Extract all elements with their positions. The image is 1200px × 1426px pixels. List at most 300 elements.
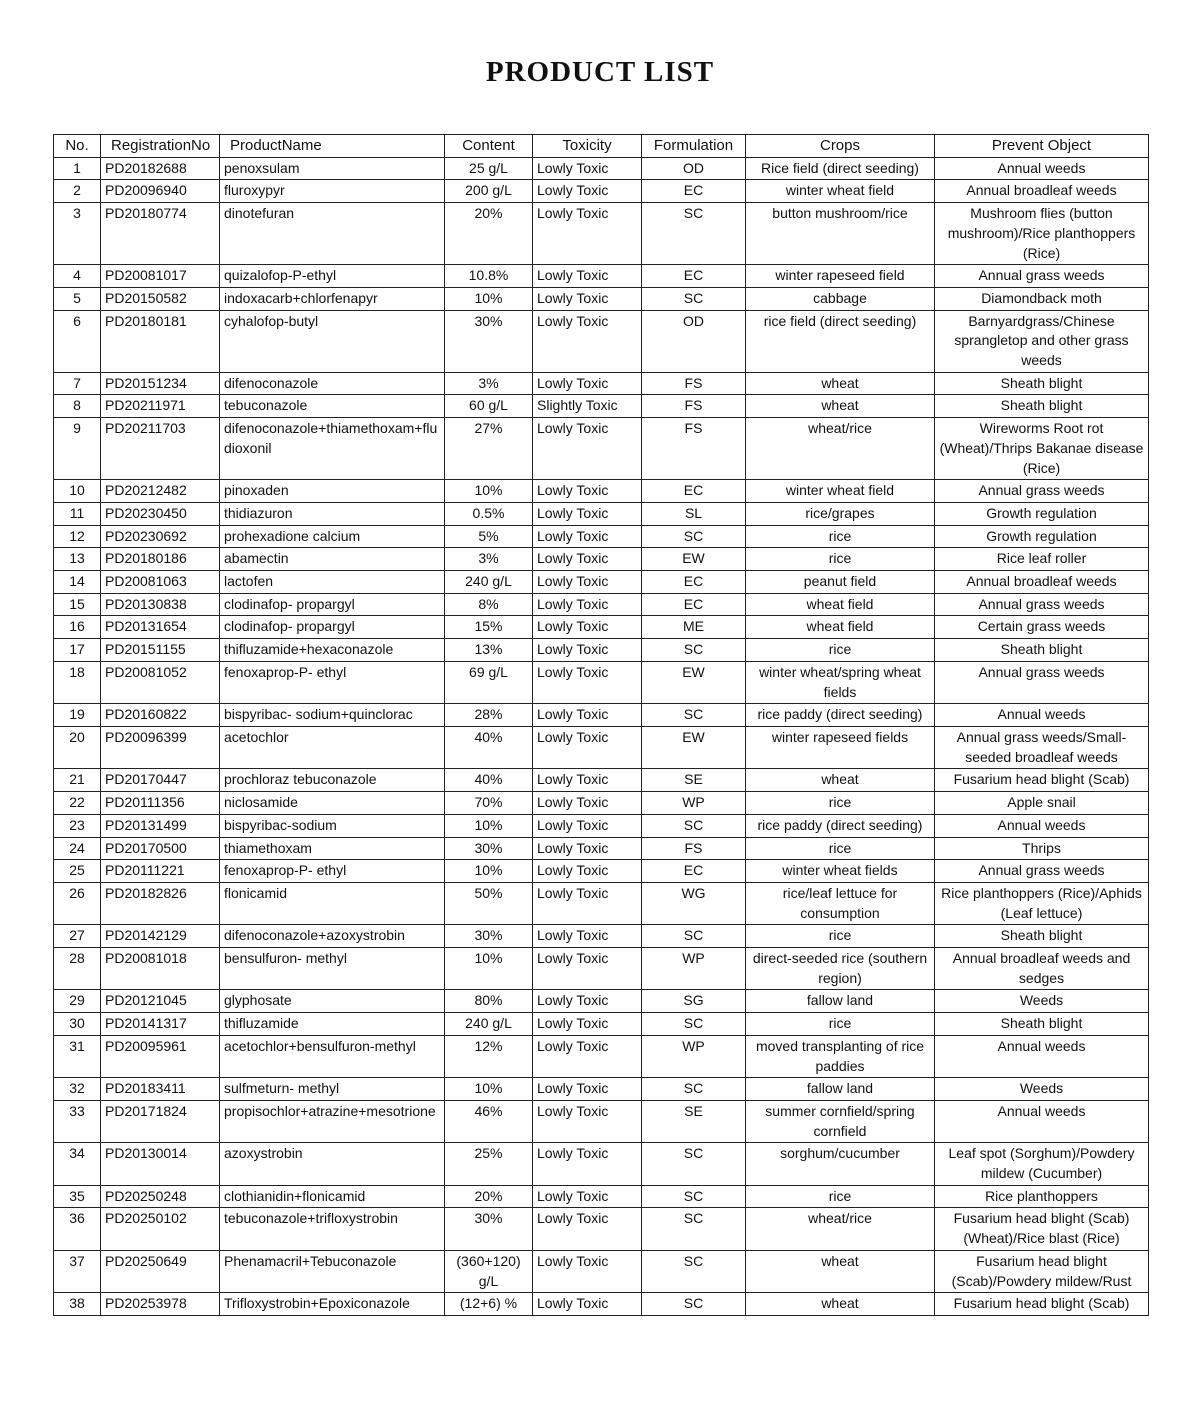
cell-formulation: EW <box>642 661 746 703</box>
cell-prevent-object: Apple snail <box>935 792 1149 815</box>
cell-product-name: thidiazuron <box>220 502 445 525</box>
cell-no: 19 <box>54 704 101 727</box>
cell-prevent-object: Sheath blight <box>935 372 1149 395</box>
cell-toxicity: Lowly Toxic <box>533 571 642 594</box>
page-title: PRODUCT LIST <box>485 56 715 88</box>
table-row <box>54 925 1149 948</box>
table-row <box>54 661 1149 703</box>
cell-content: 69 g/L <box>445 661 533 703</box>
cell-product-name: propisochlor+atrazine+mesotrione <box>220 1100 445 1142</box>
cell-formulation: WP <box>642 1035 746 1077</box>
cell-crops: winter wheat field <box>746 480 935 503</box>
cell-formulation: EW <box>642 726 746 768</box>
table-row <box>54 502 1149 525</box>
cell-registration-no: PD20081018 <box>101 948 220 990</box>
table-row <box>54 1143 1149 1185</box>
cell-product-name: lactofen <box>220 571 445 594</box>
cell-toxicity: Lowly Toxic <box>533 948 642 990</box>
cell-formulation: SE <box>642 1100 746 1142</box>
table-row <box>54 180 1149 203</box>
cell-prevent-object: Annual grass weeds <box>935 860 1149 883</box>
cell-no: 20 <box>54 726 101 768</box>
cell-formulation: EC <box>642 265 746 288</box>
cell-content: 10.8% <box>445 265 533 288</box>
cell-product-name: niclosamide <box>220 792 445 815</box>
cell-formulation: FS <box>642 395 746 418</box>
cell-product-name: azoxystrobin <box>220 1143 445 1185</box>
cell-crops: rice paddy (direct seeding) <box>746 814 935 837</box>
cell-prevent-object: Annual broadleaf weeds <box>935 180 1149 203</box>
cell-formulation: ME <box>642 616 746 639</box>
cell-toxicity: Lowly Toxic <box>533 1185 642 1208</box>
cell-no: 35 <box>54 1185 101 1208</box>
cell-prevent-object: Diamondback moth <box>935 287 1149 310</box>
table-row <box>54 287 1149 310</box>
cell-content: 20% <box>445 203 533 265</box>
cell-crops: wheat <box>746 769 935 792</box>
cell-product-name: tebuconazole+trifloxystrobin <box>220 1208 445 1250</box>
cell-toxicity: Lowly Toxic <box>533 418 642 480</box>
cell-formulation: SC <box>642 1013 746 1036</box>
cell-content: 25 g/L <box>445 157 533 180</box>
cell-formulation: SG <box>642 990 746 1013</box>
cell-crops: rice <box>746 792 935 815</box>
cell-formulation: SC <box>642 814 746 837</box>
cell-crops: direct-seeded rice (southern region) <box>746 948 935 990</box>
cell-prevent-object: Leaf spot (Sorghum)/Powdery mildew (Cucumber) <box>935 1143 1149 1185</box>
cell-prevent-object: Annual weeds <box>935 157 1149 180</box>
cell-product-name: quizalofop-P-ethyl <box>220 265 445 288</box>
cell-crops: rice <box>746 639 935 662</box>
cell-toxicity: Lowly Toxic <box>533 1100 642 1142</box>
table-row <box>54 639 1149 662</box>
cell-prevent-object: Wireworms Root rot (Wheat)/Thrips Bakanae disease (Rice) <box>935 418 1149 480</box>
cell-prevent-object: Weeds <box>935 1078 1149 1101</box>
cell-prevent-object: Fusarium head blight (Scab)/Powdery mildew/Rust <box>935 1250 1149 1292</box>
cell-registration-no: PD20182826 <box>101 882 220 924</box>
cell-no: 30 <box>54 1013 101 1036</box>
cell-registration-no: PD20111356 <box>101 792 220 815</box>
cell-formulation: OD <box>642 157 746 180</box>
cell-crops: peanut field <box>746 571 935 594</box>
cell-prevent-object: Sheath blight <box>935 639 1149 662</box>
cell-formulation: SC <box>642 1250 746 1292</box>
cell-content: 46% <box>445 1100 533 1142</box>
cell-content: 3% <box>445 548 533 571</box>
table-row <box>54 882 1149 924</box>
cell-crops: winter rapeseed fields <box>746 726 935 768</box>
cell-registration-no: PD20160822 <box>101 704 220 727</box>
cell-content: 40% <box>445 769 533 792</box>
table-row <box>54 704 1149 727</box>
column-header-crops: Crops <box>746 135 935 158</box>
cell-crops: fallow land <box>746 1078 935 1101</box>
header-row <box>54 135 1149 158</box>
cell-registration-no: PD20081063 <box>101 571 220 594</box>
table-row <box>54 1035 1149 1077</box>
cell-no: 2 <box>54 180 101 203</box>
cell-no: 15 <box>54 593 101 616</box>
cell-registration-no: PD20212482 <box>101 480 220 503</box>
cell-no: 1 <box>54 157 101 180</box>
cell-no: 18 <box>54 661 101 703</box>
cell-content: 240 g/L <box>445 571 533 594</box>
cell-content: 40% <box>445 726 533 768</box>
cell-toxicity: Lowly Toxic <box>533 925 642 948</box>
cell-crops: Rice field (direct seeding) <box>746 157 935 180</box>
cell-product-name: flonicamid <box>220 882 445 924</box>
cell-formulation: EC <box>642 571 746 594</box>
cell-formulation: FS <box>642 372 746 395</box>
cell-formulation: SC <box>642 525 746 548</box>
cell-registration-no: PD20150582 <box>101 287 220 310</box>
cell-toxicity: Lowly Toxic <box>533 1143 642 1185</box>
cell-crops: wheat field <box>746 616 935 639</box>
cell-content: 13% <box>445 639 533 662</box>
table-body <box>54 157 1149 1315</box>
cell-toxicity: Lowly Toxic <box>533 860 642 883</box>
cell-content: 25% <box>445 1143 533 1185</box>
cell-crops: rice/grapes <box>746 502 935 525</box>
cell-content: 70% <box>445 792 533 815</box>
cell-crops: wheat/rice <box>746 418 935 480</box>
cell-prevent-object: Annual weeds <box>935 1035 1149 1077</box>
cell-product-name: thiamethoxam <box>220 837 445 860</box>
cell-prevent-object: Annual grass weeds <box>935 480 1149 503</box>
cell-product-name: difenoconazole <box>220 372 445 395</box>
cell-content: 80% <box>445 990 533 1013</box>
cell-no: 3 <box>54 203 101 265</box>
cell-no: 25 <box>54 860 101 883</box>
table-row <box>54 837 1149 860</box>
cell-product-name: Trifloxystrobin+Epoxiconazole <box>220 1293 445 1316</box>
cell-prevent-object: Sheath blight <box>935 1013 1149 1036</box>
cell-formulation: SC <box>642 1078 746 1101</box>
cell-crops: fallow land <box>746 990 935 1013</box>
cell-content: 200 g/L <box>445 180 533 203</box>
column-header-prevent-object: Prevent Object <box>935 135 1149 158</box>
cell-registration-no: PD20130014 <box>101 1143 220 1185</box>
cell-formulation: SC <box>642 704 746 727</box>
cell-prevent-object: Fusarium head blight (Scab) <box>935 769 1149 792</box>
cell-toxicity: Lowly Toxic <box>533 616 642 639</box>
cell-product-name: clodinafop- propargyl <box>220 616 445 639</box>
cell-registration-no: PD20250649 <box>101 1250 220 1292</box>
cell-content: 60 g/L <box>445 395 533 418</box>
cell-toxicity: Lowly Toxic <box>533 548 642 571</box>
cell-crops: wheat <box>746 1250 935 1292</box>
cell-prevent-object: Annual broadleaf weeds and sedges <box>935 948 1149 990</box>
cell-crops: rice/leaf lettuce for consumption <box>746 882 935 924</box>
cell-toxicity: Lowly Toxic <box>533 837 642 860</box>
cell-no: 29 <box>54 990 101 1013</box>
cell-no: 6 <box>54 310 101 372</box>
table-row <box>54 1185 1149 1208</box>
cell-content: (360+120) g/L <box>445 1250 533 1292</box>
cell-no: 11 <box>54 502 101 525</box>
table-row <box>54 1208 1149 1250</box>
cell-product-name: dinotefuran <box>220 203 445 265</box>
cell-registration-no: PD20131654 <box>101 616 220 639</box>
cell-content: 10% <box>445 814 533 837</box>
cell-formulation: SC <box>642 639 746 662</box>
cell-registration-no: PD20121045 <box>101 990 220 1013</box>
cell-crops: rice <box>746 548 935 571</box>
cell-prevent-object: Fusarium head blight (Scab) (Wheat)/Rice blast (Rice) <box>935 1208 1149 1250</box>
cell-crops: moved transplanting of rice paddies <box>746 1035 935 1077</box>
cell-content: 50% <box>445 882 533 924</box>
cell-toxicity: Lowly Toxic <box>533 1250 642 1292</box>
cell-content: 30% <box>445 310 533 372</box>
cell-crops: rice <box>746 525 935 548</box>
cell-registration-no: PD20151234 <box>101 372 220 395</box>
table-row <box>54 616 1149 639</box>
cell-formulation: SE <box>642 769 746 792</box>
cell-content: 10% <box>445 1078 533 1101</box>
cell-crops: sorghum/cucumber <box>746 1143 935 1185</box>
cell-prevent-object: Annual grass weeds <box>935 593 1149 616</box>
cell-prevent-object: Annual broadleaf weeds <box>935 571 1149 594</box>
cell-crops: summer cornfield/spring cornfield <box>746 1100 935 1142</box>
cell-crops: winter wheat/spring wheat fields <box>746 661 935 703</box>
cell-registration-no: PD20096940 <box>101 180 220 203</box>
cell-product-name: abamectin <box>220 548 445 571</box>
table-row <box>54 372 1149 395</box>
cell-prevent-object: Rice planthoppers (Rice)/Aphids (Leaf lettuce) <box>935 882 1149 924</box>
cell-registration-no: PD20180186 <box>101 548 220 571</box>
cell-prevent-object: Annual grass weeds/Small-seeded broadleaf weeds <box>935 726 1149 768</box>
cell-content: 12% <box>445 1035 533 1077</box>
cell-toxicity: Lowly Toxic <box>533 1208 642 1250</box>
cell-prevent-object: Sheath blight <box>935 395 1149 418</box>
table-row <box>54 814 1149 837</box>
table-row <box>54 310 1149 372</box>
table-row <box>54 418 1149 480</box>
column-header-toxicity: Toxicity <box>533 135 642 158</box>
cell-product-name: bispyribac- sodium+quinclorac <box>220 704 445 727</box>
cell-product-name: fluroxypyr <box>220 180 445 203</box>
table-row <box>54 1293 1149 1316</box>
cell-registration-no: PD20180181 <box>101 310 220 372</box>
cell-content: 10% <box>445 948 533 990</box>
cell-toxicity: Lowly Toxic <box>533 310 642 372</box>
cell-product-name: thifluzamide <box>220 1013 445 1036</box>
cell-crops: rice <box>746 837 935 860</box>
cell-content: 27% <box>445 418 533 480</box>
cell-toxicity: Lowly Toxic <box>533 1293 642 1316</box>
table-row <box>54 593 1149 616</box>
cell-formulation: SC <box>642 203 746 265</box>
cell-formulation: SC <box>642 1143 746 1185</box>
cell-content: 3% <box>445 372 533 395</box>
cell-crops: rice <box>746 925 935 948</box>
cell-registration-no: PD20230692 <box>101 525 220 548</box>
cell-no: 37 <box>54 1250 101 1292</box>
cell-registration-no: PD20180774 <box>101 203 220 265</box>
cell-product-name: fenoxaprop-P- ethyl <box>220 661 445 703</box>
cell-formulation: EC <box>642 593 746 616</box>
cell-formulation: SC <box>642 925 746 948</box>
table-row <box>54 480 1149 503</box>
cell-registration-no: PD20230450 <box>101 502 220 525</box>
cell-product-name: bispyribac-sodium <box>220 814 445 837</box>
cell-crops: wheat <box>746 372 935 395</box>
cell-prevent-object: Annual grass weeds <box>935 265 1149 288</box>
cell-prevent-object: Barnyardgrass/Chinese sprangletop and other grass weeds <box>935 310 1149 372</box>
cell-no: 9 <box>54 418 101 480</box>
cell-toxicity: Slightly Toxic <box>533 395 642 418</box>
table-row <box>54 726 1149 768</box>
cell-registration-no: PD20151155 <box>101 639 220 662</box>
cell-product-name: Phenamacril+Tebuconazole <box>220 1250 445 1292</box>
cell-registration-no: PD20250102 <box>101 1208 220 1250</box>
cell-product-name: acetochlor <box>220 726 445 768</box>
cell-crops: cabbage <box>746 287 935 310</box>
cell-formulation: WP <box>642 948 746 990</box>
table-row <box>54 948 1149 990</box>
cell-toxicity: Lowly Toxic <box>533 1078 642 1101</box>
cell-toxicity: Lowly Toxic <box>533 1035 642 1077</box>
cell-toxicity: Lowly Toxic <box>533 639 642 662</box>
cell-toxicity: Lowly Toxic <box>533 882 642 924</box>
table-row <box>54 769 1149 792</box>
table-row <box>54 395 1149 418</box>
cell-product-name: prochloraz tebuconazole <box>220 769 445 792</box>
cell-content: 10% <box>445 287 533 310</box>
table-row <box>54 1078 1149 1101</box>
cell-toxicity: Lowly Toxic <box>533 265 642 288</box>
cell-crops: wheat <box>746 1293 935 1316</box>
cell-registration-no: PD20142129 <box>101 925 220 948</box>
cell-product-name: indoxacarb+chlorfenapyr <box>220 287 445 310</box>
cell-registration-no: PD20183411 <box>101 1078 220 1101</box>
cell-prevent-object: Annual grass weeds <box>935 661 1149 703</box>
cell-content: 5% <box>445 525 533 548</box>
cell-product-name: acetochlor+bensulfuron-methyl <box>220 1035 445 1077</box>
cell-toxicity: Lowly Toxic <box>533 502 642 525</box>
cell-formulation: FS <box>642 837 746 860</box>
table-row <box>54 571 1149 594</box>
cell-toxicity: Lowly Toxic <box>533 480 642 503</box>
cell-content: 30% <box>445 1208 533 1250</box>
cell-product-name: difenoconazole+azoxystrobin <box>220 925 445 948</box>
table-row <box>54 860 1149 883</box>
cell-no: 16 <box>54 616 101 639</box>
cell-crops: rice <box>746 1013 935 1036</box>
cell-prevent-object: Annual weeds <box>935 1100 1149 1142</box>
cell-registration-no: PD20211971 <box>101 395 220 418</box>
cell-crops: winter wheat fields <box>746 860 935 883</box>
cell-toxicity: Lowly Toxic <box>533 792 642 815</box>
cell-no: 28 <box>54 948 101 990</box>
cell-no: 17 <box>54 639 101 662</box>
cell-toxicity: Lowly Toxic <box>533 180 642 203</box>
cell-no: 21 <box>54 769 101 792</box>
column-header-product-name: ProductName <box>220 135 445 158</box>
cell-registration-no: PD20171824 <box>101 1100 220 1142</box>
cell-formulation: SC <box>642 1185 746 1208</box>
table-row <box>54 265 1149 288</box>
cell-formulation: SC <box>642 1293 746 1316</box>
cell-no: 38 <box>54 1293 101 1316</box>
cell-registration-no: PD20182688 <box>101 157 220 180</box>
cell-crops: button mushroom/rice <box>746 203 935 265</box>
cell-registration-no: PD20170447 <box>101 769 220 792</box>
cell-toxicity: Lowly Toxic <box>533 157 642 180</box>
table-row <box>54 548 1149 571</box>
cell-formulation: EC <box>642 480 746 503</box>
cell-prevent-object: Mushroom flies (button mushroom)/Rice planthoppers (Rice) <box>935 203 1149 265</box>
cell-crops: wheat/rice <box>746 1208 935 1250</box>
cell-toxicity: Lowly Toxic <box>533 372 642 395</box>
cell-content: 15% <box>445 616 533 639</box>
cell-crops: wheat field <box>746 593 935 616</box>
column-header-content: Content <box>445 135 533 158</box>
cell-registration-no: PD20253978 <box>101 1293 220 1316</box>
cell-content: 20% <box>445 1185 533 1208</box>
table-row <box>54 1250 1149 1292</box>
cell-no: 5 <box>54 287 101 310</box>
cell-content: 28% <box>445 704 533 727</box>
cell-product-name: penoxsulam <box>220 157 445 180</box>
cell-no: 31 <box>54 1035 101 1077</box>
cell-product-name: tebuconazole <box>220 395 445 418</box>
product-table <box>53 134 1149 1316</box>
cell-prevent-object: Sheath blight <box>935 925 1149 948</box>
cell-toxicity: Lowly Toxic <box>533 1013 642 1036</box>
cell-prevent-object: Growth regulation <box>935 525 1149 548</box>
cell-registration-no: PD20081017 <box>101 265 220 288</box>
cell-no: 33 <box>54 1100 101 1142</box>
cell-product-name: cyhalofop-butyl <box>220 310 445 372</box>
cell-product-name: thifluzamide+hexaconazole <box>220 639 445 662</box>
cell-content: 8% <box>445 593 533 616</box>
cell-content: (12+6) % <box>445 1293 533 1316</box>
cell-registration-no: PD20081052 <box>101 661 220 703</box>
cell-no: 12 <box>54 525 101 548</box>
cell-registration-no: PD20211703 <box>101 418 220 480</box>
cell-registration-no: PD20095961 <box>101 1035 220 1077</box>
cell-prevent-object: Rice planthoppers <box>935 1185 1149 1208</box>
cell-content: 240 g/L <box>445 1013 533 1036</box>
cell-no: 14 <box>54 571 101 594</box>
cell-no: 32 <box>54 1078 101 1101</box>
cell-formulation: EC <box>642 180 746 203</box>
cell-prevent-object: Growth regulation <box>935 502 1149 525</box>
cell-toxicity: Lowly Toxic <box>533 814 642 837</box>
cell-toxicity: Lowly Toxic <box>533 726 642 768</box>
cell-content: 30% <box>445 837 533 860</box>
cell-prevent-object: Rice leaf roller <box>935 548 1149 571</box>
cell-product-name: clothianidin+flonicamid <box>220 1185 445 1208</box>
cell-registration-no: PD20131499 <box>101 814 220 837</box>
cell-toxicity: Lowly Toxic <box>533 769 642 792</box>
cell-registration-no: PD20111221 <box>101 860 220 883</box>
column-header-no: No. <box>54 135 101 158</box>
table-row <box>54 1100 1149 1142</box>
cell-crops: wheat <box>746 395 935 418</box>
cell-no: 13 <box>54 548 101 571</box>
cell-formulation: EC <box>642 860 746 883</box>
cell-no: 7 <box>54 372 101 395</box>
cell-no: 36 <box>54 1208 101 1250</box>
cell-crops: rice paddy (direct seeding) <box>746 704 935 727</box>
cell-product-name: sulfmeturn- methyl <box>220 1078 445 1101</box>
cell-no: 24 <box>54 837 101 860</box>
cell-toxicity: Lowly Toxic <box>533 661 642 703</box>
cell-content: 0.5% <box>445 502 533 525</box>
cell-formulation: SC <box>642 287 746 310</box>
